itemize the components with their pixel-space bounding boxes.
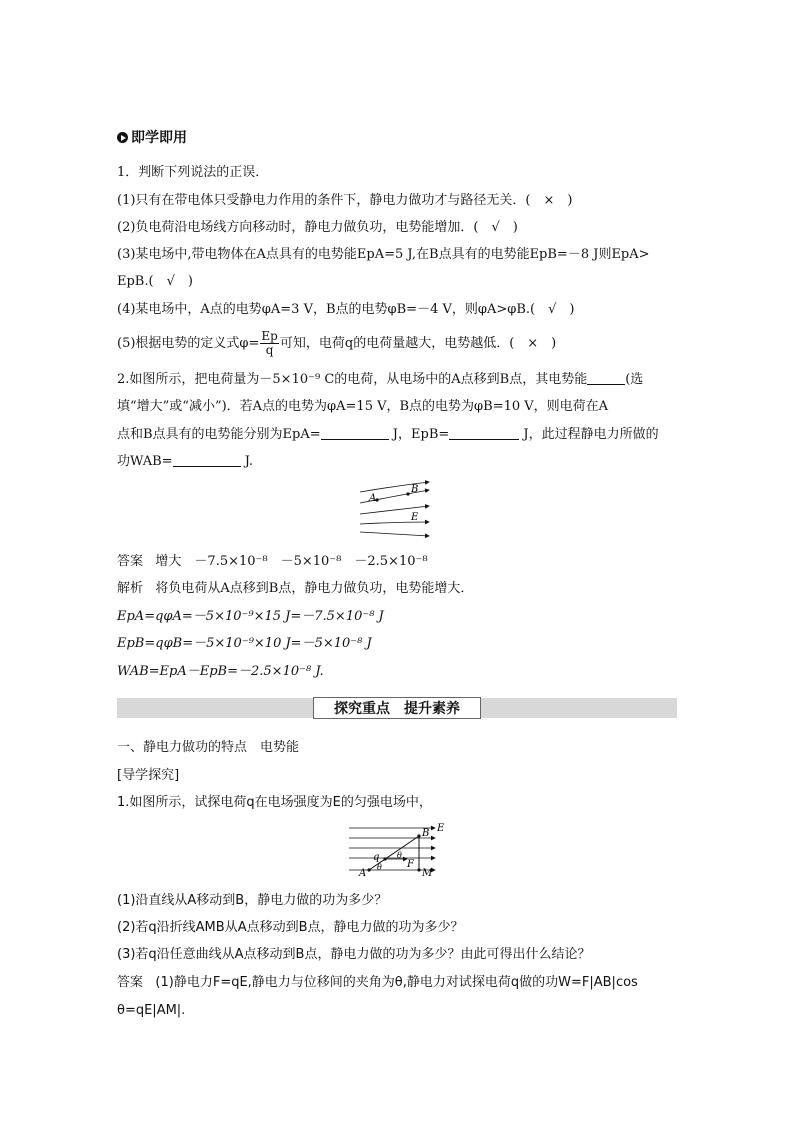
- label-b: B: [411, 484, 419, 495]
- q1-item-3-cont: EpB.( √ ): [117, 274, 193, 289]
- question-2: (2)若q沿折线AMB从A点移动到B点，静电力做的功为多少？: [117, 920, 464, 935]
- label-a: A: [359, 868, 367, 879]
- answer-blank: [173, 453, 241, 467]
- section2-answer-cont: θ=qE|AM|.: [117, 1003, 186, 1018]
- charge-q: [383, 857, 386, 860]
- section2-subheading: [导学探究]: [117, 768, 180, 783]
- label-a: A: [369, 493, 377, 504]
- point-m: [417, 868, 420, 871]
- label-b: B: [422, 828, 430, 839]
- answer-blank: [449, 426, 519, 440]
- field-line: [360, 506, 429, 514]
- q1-item-2: (2)负电荷沿电场线方向移动时，静电力做负功，电势能增加．( √ ): [117, 220, 518, 235]
- analysis-line: 解析 将负电荷从A点移到B点，静电力做负功，电势能增大．: [117, 581, 474, 596]
- section2-answer: 答案 (1)静电力F=qE,静电力与位移间的夹角为θ,静电力对试探电荷q做的功W=F|AB|cos: [117, 975, 638, 990]
- q1-item-3: (3)某电场中,带电物体在A点具有的电势能EpA=5 J,在B点具有的电势能EpB=－8 J则EpA>: [117, 247, 650, 262]
- label-q: q: [373, 852, 380, 863]
- q1-item-5: (5)根据电势的定义式φ= $\frac{Ep}{q}$ 可知，电荷q的电荷量越大，电势越低．( × ): [117, 329, 557, 357]
- equation-2: EpB=qφB=－5×10⁻⁹×10 J=－5×10⁻⁸ J: [117, 636, 372, 651]
- play-circle-icon: [117, 132, 128, 143]
- equation-3: WAB=EpA－EpB=－2.5×10⁻⁸ J.: [117, 664, 324, 679]
- field-line: [360, 532, 429, 536]
- q2-line-2: 填“增大”或“减小”)．若A点的电势为φA=15 V，B点的电势为φB=10 V，则电荷在A: [117, 399, 609, 414]
- question-1: (1)沿直线从A移动到B，静电力做的功为多少？: [117, 893, 388, 908]
- label-theta-high: θ: [397, 851, 402, 860]
- label-f: F: [407, 859, 414, 870]
- answer-blank: [587, 371, 625, 385]
- label-e: E: [437, 823, 445, 834]
- uniform-field-figure: [345, 822, 449, 884]
- field-line: [360, 482, 429, 492]
- label-m: M: [422, 868, 433, 879]
- q2-line-3: 点和B点具有的电势能分别为EpA= J，EpB= J，此过程静电力所做的: [117, 427, 659, 442]
- q2-line-1: 2.如图所示，把电荷量为－5×10⁻⁹ C的电荷，从电场中的A点移到B点，其电势能 (选: [117, 372, 644, 387]
- section-title: 即学即用: [117, 128, 187, 148]
- answer-line: 答案 增大 －7.5×10⁻⁸ －5×10⁻⁸ －2.5×10⁻⁸: [117, 554, 428, 569]
- point-b: [417, 834, 420, 837]
- electric-field-figure: [355, 478, 435, 540]
- label-theta-low: θ: [377, 863, 382, 872]
- potential-fraction: $\frac{Ep}{q}$: [261, 329, 278, 357]
- question-3: (3)若q沿任意曲线从A点移动到B点，静电力做的功为多少？由此可得出什么结论？: [117, 947, 591, 962]
- q1-intro: 1．判断下列说法的正误．: [117, 165, 269, 180]
- point-b: [406, 492, 409, 495]
- section2-heading: 一、静电力做功的特点 电势能: [117, 740, 300, 755]
- label-e: E: [411, 512, 419, 523]
- q1-item-4: (4)某电场中，A点的电势φA=3 V，B点的电势φB=－4 V，则φA>φB.( √ ): [117, 302, 575, 317]
- section2-intro: 1.如图所示，试探电荷q在电场强度为E的匀强电场中，: [117, 795, 432, 810]
- banner-title: 探究重点 提升素养: [313, 697, 481, 719]
- equation-1: EpA=qφA=－5×10⁻⁹×15 J=－7.5×10⁻⁸ J: [117, 609, 384, 624]
- field-line: [360, 522, 429, 524]
- answer-blank: [321, 426, 389, 440]
- q2-line-4: 功WAB= J.: [117, 454, 254, 469]
- point-a: [367, 868, 370, 871]
- q1-item-1: (1)只有在带电体只受静电力作用的条件下，静电力做功才与路径无关．( × ): [117, 193, 573, 208]
